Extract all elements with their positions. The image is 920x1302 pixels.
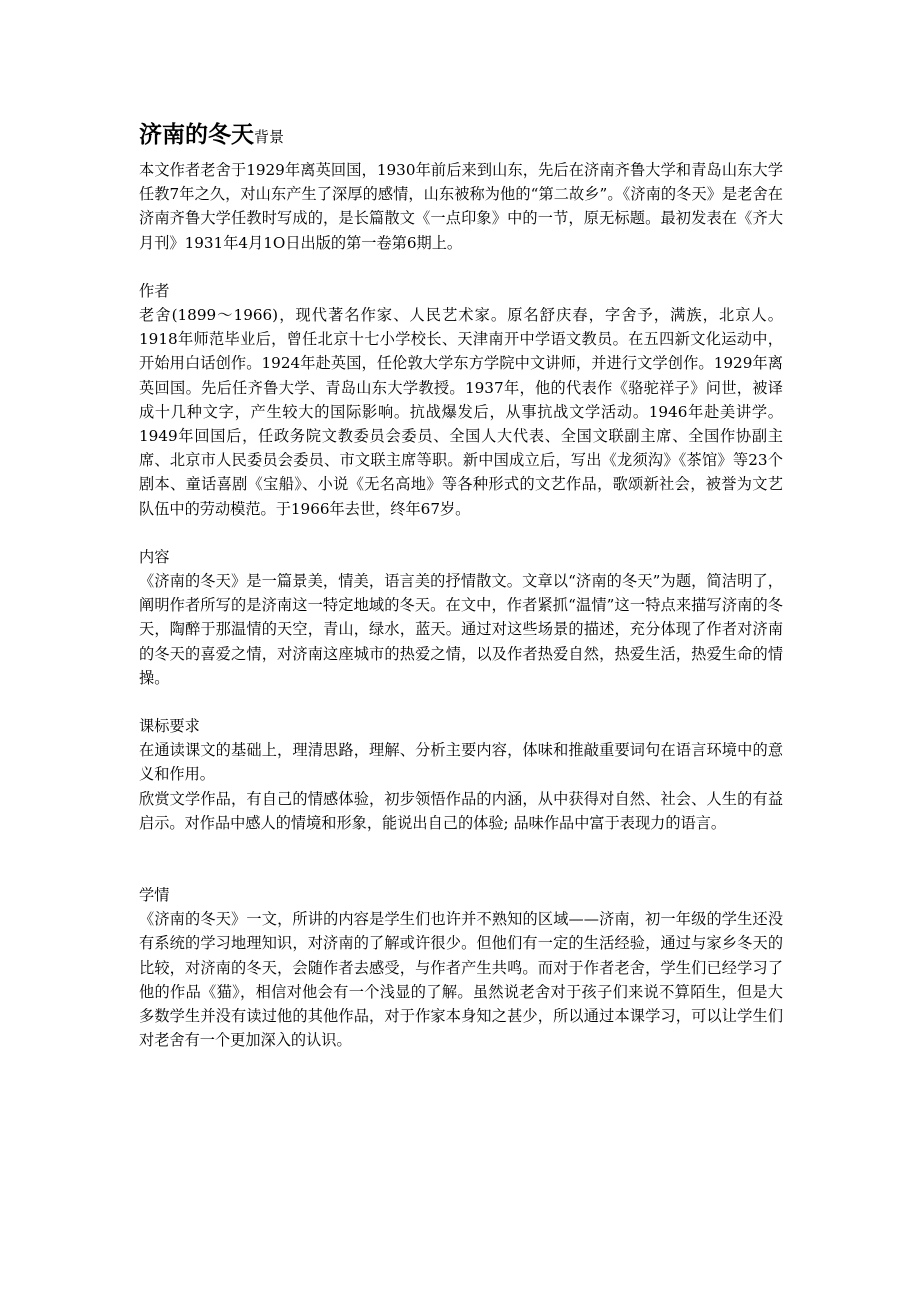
content-paragraph: 《济南的冬天》是一篇景美，情美，语言美的抒情散文。文章以“济南的冬天”为题，简洁明了，阐明作者所写的是济南这一特定地域的冬天。在文中，作者紧抓“温情”这一特点来描写济南的冬天，陶醉于那温情的天空，青山，绿水，蓝天。通过对这些场景的描述，充分体现了作者对济南的冬天的喜爱之情，对济南这座城市的热爱之情，以及作者热爱自然，热爱生活，热爱生命的情操。 <box>139 572 783 687</box>
title-sub-background: 背景 <box>254 128 285 146</box>
content-heading: 内容 <box>139 547 170 566</box>
curriculum-paragraph-2: 欣赏文学作品，有自己的情感体验，初步领悟作品的内涵，从中获得对自然、社会、人生的有益启示。对作品中感人的情境和形象，能说出自己的体验; 品味作品中富于表现力的语言。 <box>139 789 783 832</box>
title-main: 济南的冬天 <box>139 121 254 148</box>
students-heading: 学情 <box>139 886 170 905</box>
students-paragraph: 《济南的冬天》一文，所讲的内容是学生们也许并不熟知的区域——济南，初一年级的学生还没有系统的学习地理知识，对济南的了解或许很少。但他们有一定的生活经验，通过与家乡冬天的比较，对济南的冬天，会随作者去感受，与作者产生共鸣。而对于作者老舍，学生们已经学习了他的作品《猫》，相信对他会有一个浅显的了解。虽然说老舍对于孩子们来说不算陌生，但是大多数学生并没有读过他的其他作品，对于作家本身知之甚少，所以通过本课学习，可以让学生们对老舍有一个更加深入的认识。 <box>139 910 783 1050</box>
author-paragraph: 老舍(1899～1966)，现代著名作家、人民艺术家。原名舒庆春，字舍予，满族，北京人。1918年师范毕业后，曾任北京十七小学校长、天津南开中学语文教员。在五四新文化运动中，开始用白话创作。1924年赴英国，任伦敦大学东方学院中文讲师，并进行文学创作。1929年离英回国。先后任齐鲁大学、青岛山东大学教授。1937年，他的代表作《骆驼祥子》问世，被译成十几种文字，产生较大的国际影响。抗战爆发后，从事抗战文学活动。1946年赴美讲学。1949年回国后，任政务院文教委员会委员、全国人大代表、全国文联副主席、全国作协副主席、北京市人民委员会委员、市文联主席等职。新中国成立后，写出《龙须沟》《茶馆》等23个剧本、童话喜剧《宝船》、小说《无名高地》等各种形式的文艺作品，歌颂新社会，被誉为文艺队伍中的劳动模范。于1966年去世，终年67岁。 <box>139 306 783 518</box>
document-title <box>139 118 783 154</box>
background-paragraph: 本文作者老舍于1929年离英回国，1930年前后来到山东，先后在济南齐鲁大学和青岛山东大学任教7年之久，对山东产生了深厚的感情，山东被称为他的“第二故乡”。《济南的冬天》是老舍在济南齐鲁大学任教时写成的，是长篇散文《一点印象》中的一节，原无标题。最初发表在《齐大月刊》1931年4月1O日出版的第一卷第6期上。 <box>139 161 783 252</box>
curriculum-heading: 课标要求 <box>139 717 200 736</box>
author-heading: 作者 <box>139 281 170 300</box>
curriculum-paragraph-1: 在通读课文的基础上，理清思路，理解、分析主要内容，体味和推敲重要词句在语言环境中的意义和作用。 <box>139 741 783 784</box>
document-page <box>139 118 783 1053</box>
